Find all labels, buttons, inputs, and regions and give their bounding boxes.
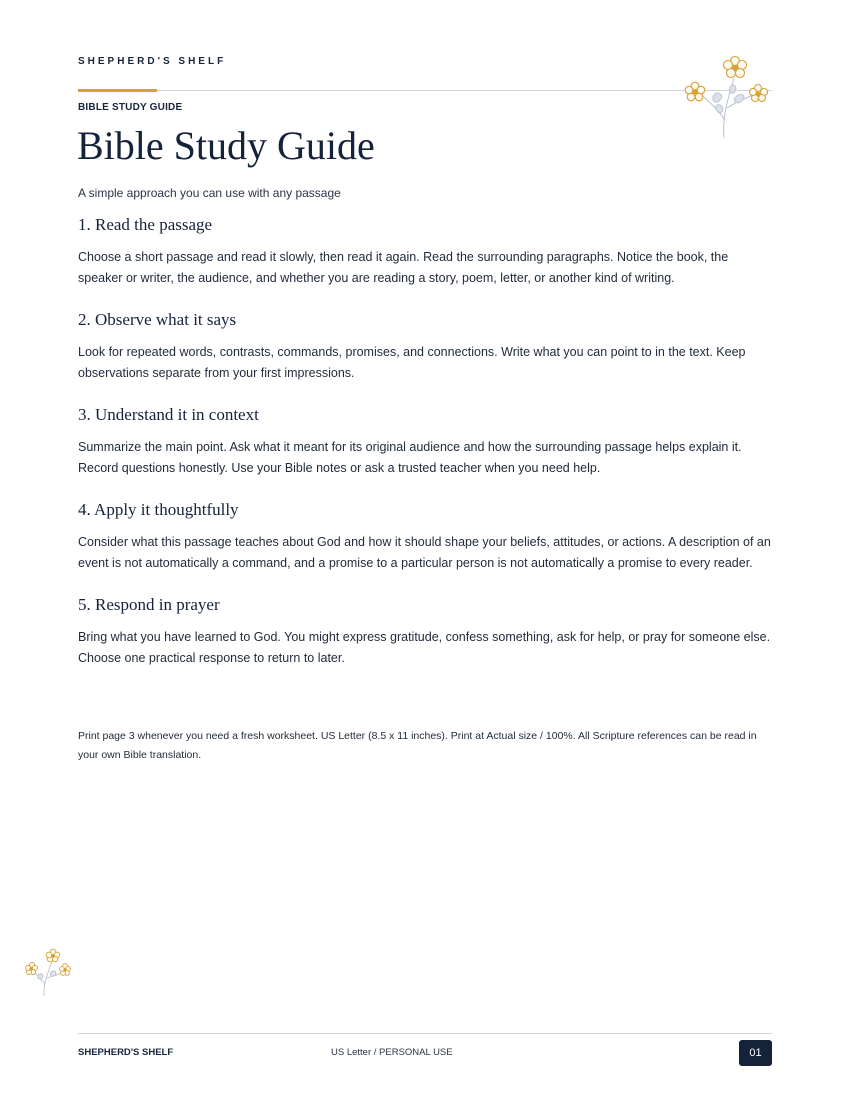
- page-subtitle: A simple approach you can use with any passage: [78, 186, 341, 200]
- step-observe: [78, 307, 772, 384]
- footer-brand: SHEPHERD'S SHELF: [78, 1047, 174, 1058]
- header-accent-bar: [78, 89, 157, 92]
- step-heading: 1. Read the passage: [78, 215, 213, 234]
- footer-divider: [78, 1033, 772, 1034]
- step-read: [78, 212, 772, 289]
- step-body: Look for repeated words, contrasts, commands, promises, and connections. Write what you can point to in the text. Keep observations separate from your first impressions.: [78, 345, 746, 380]
- step-body: Summarize the main point. Ask what it meant for its original audience and how the surrounding passage helps explain it. Record questions honestly. Use your Bible notes or ask a trusted teacher when you need help.: [78, 440, 742, 475]
- print-note: Print page 3 whenever you need a fresh worksheet. US Letter (8.5 x 11 inches). Print at Actual size / 100%. All Scripture references can be read in your own Bible translation.: [78, 730, 757, 761]
- page-title: Bible Study Guide: [77, 123, 375, 168]
- step-heading: 3. Understand it in context: [78, 405, 259, 424]
- step-respond: [78, 592, 772, 669]
- page-number-badge: 01: [739, 1040, 772, 1066]
- brand-name: SHEPHERD'S SHELF: [78, 56, 227, 67]
- step-heading: 2. Observe what it says: [78, 310, 237, 329]
- step-heading: 5. Respond in prayer: [78, 595, 220, 614]
- flower-sprig-icon: [678, 48, 778, 140]
- section-kicker: BIBLE STUDY GUIDE: [78, 102, 183, 113]
- step-heading: 4. Apply it thoughtfully: [78, 500, 239, 519]
- step-body: Consider what this passage teaches about God and how it should shape your beliefs, attitudes, or actions. A description of an event is not automatically a command, and a promise to a particular person is not automatically a promise to every reader.: [78, 535, 771, 570]
- flower-sprig-icon: [22, 944, 78, 998]
- step-understand: [78, 402, 772, 479]
- study-steps: [78, 212, 772, 687]
- step-body: Choose a short passage and read it slowly, then read it again. Read the surrounding paragraphs. Notice the book, the speaker or writer, the audience, and whether you are reading a story, poem, letter, or another kind of writing.: [78, 250, 729, 285]
- footer-meta: US Letter / PERSONAL USE: [331, 1047, 453, 1058]
- step-body: Bring what you have learned to God. You might express gratitude, confess something, ask for help, or pray for someone else. Choose one practical response to return to later.: [78, 630, 771, 665]
- header-divider: [78, 90, 772, 91]
- step-apply: [78, 497, 772, 574]
